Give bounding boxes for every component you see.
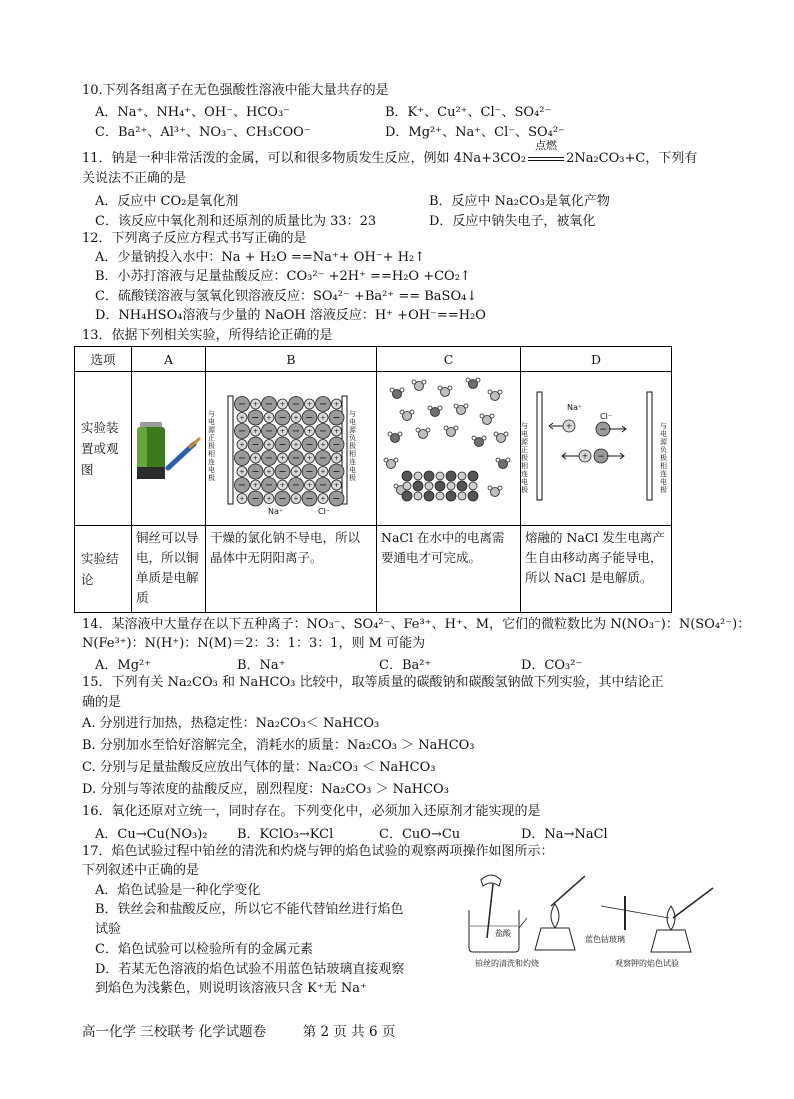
b-left-electrode-label: 与电源正极相连电极: [208, 409, 215, 482]
cl-ion-charge: −: [251, 466, 260, 478]
na-ion-charge: +: [279, 426, 286, 435]
b-cl-label: Cl⁻: [318, 506, 331, 516]
cl-ion-charge: −: [264, 425, 274, 437]
lattice-ion: [468, 491, 478, 501]
header-cell-a: A: [132, 347, 206, 372]
water-h-atom: [504, 432, 508, 436]
cl-ion-charge: −: [332, 439, 341, 451]
na-ion-charge: +: [252, 480, 259, 489]
cell-d-conclusion: 熔融的 NaCl 发生电离产生自由移动离子能导电，所以 NaCl 是电解质。: [521, 526, 672, 613]
d-na-label: Na⁺: [567, 402, 583, 412]
water-h-atom: [400, 410, 404, 414]
row-label-apparatus: 实验装置或观图: [75, 372, 132, 526]
water-h-atom: [444, 426, 448, 430]
q17-option-d-line1: D．若某无色溶液的焰色试验不用蓝色钴玻璃直接观察: [95, 962, 405, 977]
q11-condition: 点燃: [535, 139, 558, 152]
water-h-atom: [416, 428, 420, 432]
na-ion-charge: +: [306, 453, 313, 462]
cl-ion-charge: −: [305, 439, 314, 451]
water-h-atom: [422, 380, 426, 384]
header-cell-b: B: [206, 347, 377, 372]
cl-ion-charge: −: [278, 493, 287, 505]
na-ion-charge: +: [306, 399, 313, 408]
water-h-atom: [394, 484, 398, 488]
lattice-ion: [436, 492, 444, 500]
lattice-ion: [457, 481, 467, 491]
na-ion-charge: +: [320, 413, 326, 422]
cl-ion-charge: −: [237, 479, 247, 491]
q15-option-c: C. 分别与足量盐酸反应放出气体的量：Na₂CO₃ ＜ NaHCO₃: [82, 760, 436, 775]
header-cell-c: C: [377, 347, 521, 372]
cl-ion-charge: −: [291, 479, 301, 491]
cell-a-conclusion: 铜丝可以导电，所以铜单质是电解质: [132, 526, 206, 613]
cl-ion-charge: −: [332, 412, 341, 424]
water-h-atom: [398, 432, 402, 436]
cl-ion-charge: −: [251, 412, 260, 424]
q13-stem: 13．依据下列相关实验，所得结论正确的是: [82, 328, 333, 343]
table-row-apparatus: [75, 372, 672, 526]
d-cl-ion-charge: −: [599, 424, 607, 435]
cl-ion-charge: −: [318, 398, 328, 410]
water-h-atom: [496, 458, 500, 462]
cl-ion-charge: −: [291, 398, 301, 410]
lattice-ion: [414, 492, 422, 500]
lattice-ion: [436, 472, 444, 480]
q11-stem-text: 11．钠是一种非常活泼的金属，可以和很多物质发生反应，例如 4Na+3CO₂: [82, 151, 527, 166]
lattice-ion: [458, 492, 466, 500]
na-ion-charge: +: [252, 426, 259, 435]
q11-option-c: C．该反应中氧化剂和还原剂的质量比为 33：23: [95, 214, 377, 229]
b-na-label: Na⁺: [268, 506, 284, 516]
cell-a-image: [132, 372, 206, 526]
cl-ion-charge: −: [278, 412, 287, 424]
q17-stem-line2: 下列叙述中正确的是: [82, 863, 200, 878]
fig-cobalt-glass-label: 蓝色钴玻璃: [585, 935, 625, 944]
d-left-electrode-label: 与电源正极相连电极: [521, 421, 528, 494]
q15-option-b: B. 分别加水至恰好溶解完全，消耗水的质量：Na₂CO₃ ＞ NaHCO₃: [82, 738, 475, 753]
na-ion-charge: +: [239, 494, 245, 503]
table-header-row: [75, 347, 672, 372]
water-h-atom: [400, 388, 404, 392]
q14-stem-line2: N(Fe³⁺)：N(H⁺)：N(M)＝2：3：1：3：1，则 M 可能为: [82, 636, 426, 651]
q15-option-d: D. 分别与等浓度的盐酸反应，剧烈程度：Na₂CO₃ ＞ NaHCO₃: [82, 782, 449, 797]
fig-caption-2: 观察钾的焰色试验: [615, 959, 679, 968]
q12-option-b: B．小苏打溶液与足量盐酸反应：CO₃²⁻ +2H⁺ ==H₂O +CO₂↑: [95, 269, 471, 284]
q11-option-d: D．反应中钠失电子，被氧化: [429, 214, 596, 229]
cl-ion-charge: −: [237, 452, 247, 464]
cl-ion-charge: −: [251, 493, 260, 505]
lattice-ion: [403, 482, 411, 490]
water-h-atom: [438, 386, 442, 390]
header-cell-option: 选项: [75, 347, 132, 372]
q11-option-b: B．反应中 Na₂CO₃是氧化产物: [429, 194, 610, 209]
water-h-atom: [454, 404, 458, 408]
na-ion-charge: +: [266, 494, 272, 503]
q13-experiment-table: [74, 346, 672, 613]
flame-test-drawing: [465, 866, 715, 970]
q10-option-c: C．Ba²⁺、Al³⁺、NO₃⁻、CH₃COO⁻: [95, 125, 311, 140]
na-ion-charge: +: [279, 480, 286, 489]
q10-option-d: D．Mg²⁺、Na⁺、Cl⁻、SO₄²⁻: [385, 125, 565, 140]
q10-options-row2: [95, 121, 675, 140]
q17-option-a: A．焰色试验是一种化学变化: [95, 883, 261, 898]
cl-ion-charge: −: [318, 452, 328, 464]
water-h-atom: [410, 410, 414, 414]
na-ion-charge: +: [320, 440, 326, 449]
q17-flame-test-figure: [465, 866, 715, 970]
na-ion-charge: +: [252, 453, 259, 462]
lattice-ion: [424, 471, 434, 481]
cl-ion-charge: −: [278, 439, 287, 451]
q11-reaction-arrow: [526, 139, 566, 168]
water-h-atom: [454, 426, 458, 430]
q10-options-row1: [95, 101, 675, 120]
cl-ion-charge: −: [318, 425, 328, 437]
q16-stem: 16．氧化还原对立统一，同时存在。下列变化中，必须加入还原剂才能实现的是: [82, 804, 541, 819]
q14-options: [95, 654, 663, 673]
na-ion-charge: +: [333, 480, 340, 489]
q16-options: [95, 823, 663, 842]
q17-option-b-line1: B．铁丝会和盐酸反应，所以它不能代替铂丝进行焰色: [95, 902, 404, 917]
water-h-atom: [394, 458, 398, 462]
page-footer: [82, 1020, 395, 1040]
water-h-atom: [428, 406, 432, 410]
q10-option-b: B．K⁺、Cu²⁺、Cl⁻、SO₄²⁻: [385, 105, 552, 120]
q10-stem: 10.下列各组离子在无色强酸性溶液中能大量共存的是: [82, 83, 389, 98]
na-ion-charge: +: [279, 453, 286, 462]
water-h-atom: [490, 414, 494, 418]
cl-ion-charge: −: [264, 398, 274, 410]
na-ion-charge: +: [239, 440, 245, 449]
q15-stem-line1: 15．下列有关 Na₂CO₃ 和 NaHCO₃ 比较中，取等质量的碳酸钠和碳酸氢钠做下列实验，其中结论正: [82, 675, 664, 690]
q12-option-a: A．少量钠投入水中：Na + H₂O ==Na⁺+ OH⁻+ H₂↑: [95, 250, 426, 265]
na-ion-charge: +: [252, 399, 259, 408]
d-cl-label: Cl⁻: [600, 411, 613, 421]
lattice-ion: [414, 472, 422, 480]
na-ion-charge: +: [279, 399, 286, 408]
na-ion-charge: +: [293, 494, 299, 503]
lattice-ion: [425, 482, 433, 490]
na-ion-charge: +: [293, 440, 299, 449]
q17-option-d-line2: 到焰色为浅紫色，则说明该溶液只含 K⁺无 Na⁺: [95, 981, 367, 996]
na-ion-charge: +: [239, 413, 245, 422]
q11-stem-line2: 关说法不正确的是: [82, 171, 187, 186]
lattice-ion: [402, 491, 412, 501]
q16-option-b: B．KClO₃→KCl: [237, 827, 334, 842]
q14-option-b: B．Na⁺: [237, 658, 286, 673]
lattice-ion: [446, 491, 456, 501]
na-ion-charge: +: [266, 467, 272, 476]
cl-ion-charge: −: [264, 479, 274, 491]
q17-option-c: C．焰色试验可以检验所有的金属元素: [95, 942, 313, 957]
water-h-atom: [388, 432, 392, 436]
footer-left: 高一化学 三校联考 化学试题卷: [82, 1024, 267, 1040]
q10-option-a: A．Na⁺、NH₄⁺、OH⁻、HCO₃⁻: [95, 105, 291, 120]
cl-ion-charge: −: [305, 493, 314, 505]
q16-option-c: C．CuO→Cu: [379, 827, 461, 842]
cl-ion-charge: −: [264, 452, 274, 464]
lattice-ion: [424, 491, 434, 501]
na-ion-charge: +: [333, 426, 340, 435]
q14-option-d: D．CO₃²⁻: [521, 658, 583, 673]
water-h-atom: [494, 432, 498, 436]
na-ion-charge: +: [320, 467, 326, 476]
q14-option-c: C．Ba²⁺: [379, 658, 432, 673]
cl-ion-charge: −: [305, 412, 314, 424]
water-h-atom: [466, 378, 470, 382]
cl-ion-charge: −: [237, 398, 247, 410]
cl-ion-charge: −: [318, 479, 328, 491]
q17-stem-line1: 17．焰色试验过程中铂丝的清洗和灼烧与钾的焰色试验的观察两项操作如图所示：: [82, 844, 554, 859]
water-h-atom: [482, 436, 486, 440]
q17-option-b-line2: 试验: [95, 922, 122, 937]
lattice-ion: [468, 471, 478, 481]
d-na-ion-2-charge: +: [581, 451, 589, 461]
water-h-atom: [426, 428, 430, 432]
lattice-ion: [402, 471, 412, 481]
na-ion-charge: +: [333, 453, 340, 462]
cl-ion-charge: −: [291, 452, 301, 464]
na-ion-charge: +: [266, 413, 272, 422]
row-label-conclusion: 实验结论: [75, 526, 132, 613]
cl-ion-charge: −: [251, 439, 260, 451]
footer-page-number: 第 2 页 共 6 页: [302, 1024, 396, 1040]
battery-wire-illustration: [132, 372, 204, 522]
water-h-atom: [506, 458, 510, 462]
q11-options-row1: [95, 190, 719, 209]
water-h-atom: [464, 404, 468, 408]
cell-b-image: [206, 372, 377, 526]
na-ion-charge: +: [293, 467, 299, 476]
cl-ion-charge: −: [278, 466, 287, 478]
water-h-atom: [488, 390, 492, 394]
q16-option-a: A．Cu→Cu(NO₃)₂: [95, 827, 208, 842]
fig-caption-1: 铂丝的清洗和灼烧: [475, 959, 539, 968]
water-h-atom: [384, 458, 388, 462]
q11-option-a: A．反应中 CO₂是氧化剂: [95, 194, 239, 209]
cl-ion-charge: −: [332, 493, 341, 505]
lattice-ion: [458, 472, 466, 480]
d-cl-ion-2-charge: −: [597, 451, 605, 462]
q16-option-d: D．Na→NaCl: [521, 827, 608, 842]
molten-nacl-illustration: [521, 374, 671, 524]
water-h-atom: [412, 380, 416, 384]
lattice-ion: [413, 481, 423, 491]
water-h-atom: [438, 406, 442, 410]
na-ion-charge: +: [239, 467, 245, 476]
lattice-ion: [446, 471, 456, 481]
q11-stem-line1: [82, 139, 698, 168]
table-row-conclusion: [75, 526, 672, 613]
q12-option-c: C．硫酸镁溶液与氢氧化钡溶液反应：SO₄²⁻ +Ba²⁺ == BaSO₄↓: [95, 289, 478, 304]
lattice-ion: [469, 482, 477, 490]
cl-ion-charge: −: [291, 425, 301, 437]
q15-stem-line2: 确的是: [82, 695, 122, 710]
b-right-electrode-label: 与电源负极相连电极: [349, 409, 356, 482]
cl-ion-charge: −: [305, 466, 314, 478]
water-h-atom: [390, 388, 394, 392]
d-na-ion-charge: +: [565, 421, 573, 431]
q14-option-a: A．Mg²⁺: [95, 658, 152, 673]
water-h-atom: [498, 486, 502, 490]
water-h-atom: [498, 390, 502, 394]
water-h-atom: [480, 414, 484, 418]
na-ion-charge: +: [306, 480, 313, 489]
q15-option-a: A. 分别进行加热，热稳定性：Na₂CO₃＜ NaHCO₃: [82, 716, 380, 731]
q12-stem: 12．下列离子反应方程式书写正确的是: [82, 231, 307, 246]
na-ion-charge: +: [293, 413, 299, 422]
cl-ion-charge: −: [237, 425, 247, 437]
water-h-atom: [448, 386, 452, 390]
nacl-dissolving-illustration: [377, 372, 517, 522]
q12-option-d: D．NH₄HSO₄溶液与少量的 NaOH 溶液反应：H⁺ +OH⁻==H₂O: [95, 308, 486, 323]
cell-d-image: [521, 372, 672, 526]
na-ion-charge: +: [266, 440, 272, 449]
water-h-atom: [472, 436, 476, 440]
na-ion-charge: +: [320, 494, 326, 503]
water-h-atom: [488, 486, 492, 490]
cell-b-conclusion: 干燥的氯化钠不导电，所以晶体中无阴阳离子。: [206, 526, 377, 613]
d-right-electrode-label: 与电源负极相连电极: [660, 421, 667, 494]
q11-options-row2: [95, 210, 719, 229]
q11-stem-text-b: 2Na₂CO₃+C，下列有: [566, 151, 698, 166]
fig-hcl-label: 盐酸: [495, 929, 511, 938]
na-ion-charge: +: [306, 426, 313, 435]
water-h-atom: [476, 378, 480, 382]
na-ion-charge: +: [333, 399, 340, 408]
cell-c-conclusion: NaCl 在水中的电离需要通电才可完成。: [377, 526, 521, 613]
cell-c-image: [377, 372, 521, 526]
nacl-crystal-illustration: [206, 374, 376, 524]
lattice-ion: [447, 482, 455, 490]
q14-stem-line1: 14．某溶液中大量存在以下五种离子：NO₃⁻、SO₄²⁻、Fe³⁺、H⁺、M，它们的微粒数比为 N(NO₃⁻)：N(SO₄²⁻)：: [82, 617, 751, 632]
lattice-ion: [435, 481, 445, 491]
cl-ion-charge: −: [332, 466, 341, 478]
header-cell-d: D: [521, 347, 672, 372]
